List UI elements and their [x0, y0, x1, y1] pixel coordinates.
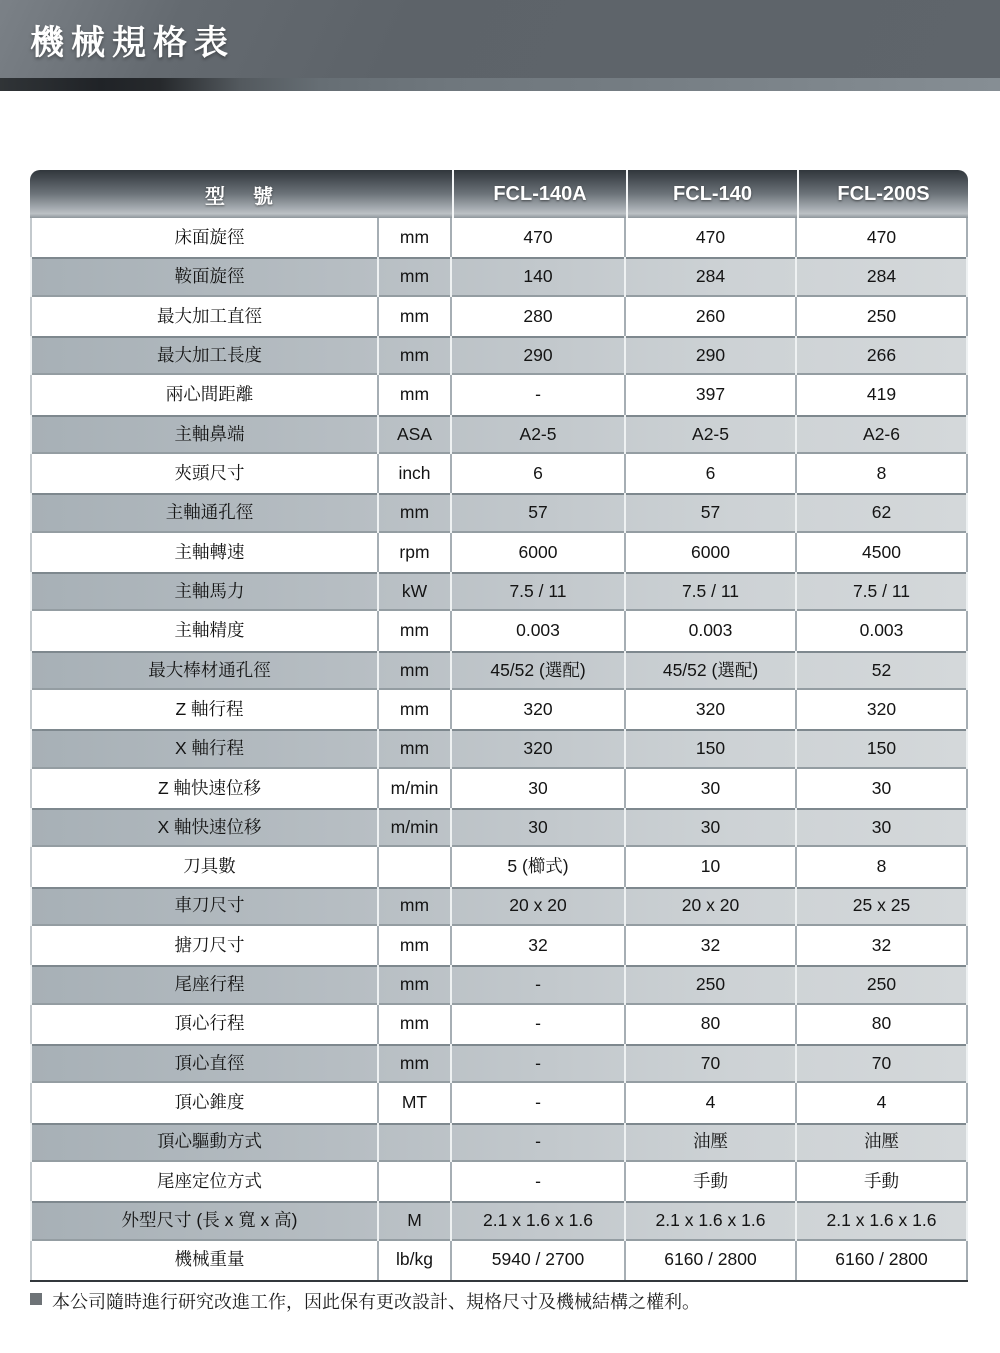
spec-label-cell: 床面旋徑 — [30, 218, 379, 257]
spec-label-cell: 最大加工長度 — [30, 336, 379, 375]
table-row — [30, 533, 968, 572]
spec-label-cell: 兩心間距離 — [30, 375, 379, 414]
spec-label-cell: X 軸快速位移 — [30, 808, 379, 847]
spec-value-cell: 250 — [797, 297, 968, 336]
spec-value-cell: 280 — [452, 297, 626, 336]
table-row — [30, 808, 968, 847]
spec-value-cell: 0.003 — [797, 611, 968, 650]
spec-unit-cell: kW — [379, 572, 452, 611]
spec-value-cell: 5940 / 2700 — [452, 1241, 626, 1280]
column-header-fcl-140a: FCL-140A — [452, 170, 626, 218]
spec-label-cell: 頂心驅動方式 — [30, 1123, 379, 1162]
spec-value-cell: 6160 / 2800 — [797, 1241, 968, 1280]
spec-value-cell: 80 — [626, 1005, 797, 1044]
footnote-text: 本公司隨時進行研究改進工作，因此保有更改設計、規格尺寸及機械結構之權利。 — [52, 1292, 700, 1312]
table-row — [30, 1201, 968, 1240]
spec-unit-cell: mm — [379, 887, 452, 926]
spec-table-body — [30, 218, 968, 1282]
spec-value-cell: 30 — [797, 808, 968, 847]
spec-value-cell: 70 — [626, 1044, 797, 1083]
spec-value-cell: 4 — [797, 1083, 968, 1122]
table-row — [30, 729, 968, 768]
spec-label-cell: 頂心錐度 — [30, 1083, 379, 1122]
spec-value-cell: 10 — [626, 847, 797, 886]
spec-value-cell: 油壓 — [626, 1123, 797, 1162]
model-header-cell: 型 號 — [205, 185, 277, 208]
spec-value-cell: 0.003 — [452, 611, 626, 650]
spec-unit-cell — [379, 847, 452, 886]
spec-label-cell: 頂心行程 — [30, 1005, 379, 1044]
spec-value-cell: 70 — [797, 1044, 968, 1083]
spec-value-cell: 2.1 x 1.6 x 1.6 — [797, 1201, 968, 1240]
spec-value-cell: - — [452, 965, 626, 1004]
table-row — [30, 1044, 968, 1083]
table-row — [30, 651, 968, 690]
table-row — [30, 454, 968, 493]
spec-unit-cell: mm — [379, 218, 452, 257]
table-row — [30, 690, 968, 729]
spec-label-cell: 夾頭尺寸 — [30, 454, 379, 493]
spec-label-cell: 主軸鼻端 — [30, 415, 379, 454]
spec-unit-cell: mm — [379, 257, 452, 296]
spec-label-cell: 最大棒材通孔徑 — [30, 651, 379, 690]
spec-unit-cell: mm — [379, 1044, 452, 1083]
spec-value-cell: 手動 — [626, 1162, 797, 1201]
spec-value-cell: A2-6 — [797, 415, 968, 454]
spec-unit-cell: m/min — [379, 769, 452, 808]
spec-value-cell: 45/52 (選配) — [626, 651, 797, 690]
column-header-fcl-140: FCL-140 — [626, 170, 797, 218]
spec-label-cell: 鞍面旋徑 — [30, 257, 379, 296]
spec-value-cell: 30 — [452, 769, 626, 808]
spec-value-cell: 4 — [626, 1083, 797, 1122]
spec-unit-cell: mm — [379, 690, 452, 729]
header-strip-decoration — [0, 78, 1000, 91]
table-row — [30, 926, 968, 965]
spec-value-cell: 470 — [452, 218, 626, 257]
spec-value-cell: 320 — [452, 690, 626, 729]
spec-value-cell: 57 — [626, 493, 797, 532]
spec-value-cell: - — [452, 1083, 626, 1122]
spec-unit-cell: mm — [379, 729, 452, 768]
spec-value-cell: 8 — [797, 847, 968, 886]
spec-label-cell: 主軸通孔徑 — [30, 493, 379, 532]
spec-value-cell: 4500 — [797, 533, 968, 572]
spec-unit-cell — [379, 1162, 452, 1201]
spec-value-cell: 7.5 / 11 — [797, 572, 968, 611]
table-row — [30, 572, 968, 611]
spec-value-cell: 470 — [797, 218, 968, 257]
spec-value-cell: 250 — [797, 965, 968, 1004]
spec-unit-cell: ASA — [379, 415, 452, 454]
spec-value-cell: 32 — [626, 926, 797, 965]
table-row — [30, 965, 968, 1004]
spec-value-cell: 7.5 / 11 — [452, 572, 626, 611]
spec-value-cell: 30 — [626, 769, 797, 808]
spec-value-cell: 5 (櫛式) — [452, 847, 626, 886]
spec-value-cell: - — [452, 1005, 626, 1044]
spec-value-cell: 150 — [626, 729, 797, 768]
page-header-banner — [0, 0, 1000, 78]
spec-unit-cell: lb/kg — [379, 1241, 452, 1280]
spec-value-cell: 2.1 x 1.6 x 1.6 — [452, 1201, 626, 1240]
spec-unit-cell: mm — [379, 1005, 452, 1044]
spec-value-cell: 320 — [452, 729, 626, 768]
spec-label-cell: 車刀尺寸 — [30, 887, 379, 926]
spec-value-cell: 6 — [626, 454, 797, 493]
spec-table — [30, 170, 968, 1282]
spec-value-cell: 6000 — [452, 533, 626, 572]
table-row — [30, 1162, 968, 1201]
spec-unit-cell: mm — [379, 926, 452, 965]
spec-label-cell: 外型尺寸 (長 x 寬 x 高) — [30, 1201, 379, 1240]
spec-unit-cell: mm — [379, 336, 452, 375]
square-bullet-icon — [30, 1293, 42, 1305]
spec-value-cell: 30 — [797, 769, 968, 808]
spec-value-cell: 140 — [452, 257, 626, 296]
spec-value-cell: 284 — [626, 257, 797, 296]
spec-unit-cell: mm — [379, 493, 452, 532]
spec-value-cell: 25 x 25 — [797, 887, 968, 926]
table-row — [30, 847, 968, 886]
spec-label-cell: 主軸轉速 — [30, 533, 379, 572]
spec-value-cell: 7.5 / 11 — [626, 572, 797, 611]
spec-unit-cell: M — [379, 1201, 452, 1240]
spec-value-cell: - — [452, 1123, 626, 1162]
spec-value-cell: 150 — [797, 729, 968, 768]
spec-value-cell: 6 — [452, 454, 626, 493]
spec-label-cell: 刀具數 — [30, 847, 379, 886]
spec-label-cell: 頂心直徑 — [30, 1044, 379, 1083]
spec-value-cell: 57 — [452, 493, 626, 532]
page-title: 機械規格表 — [30, 23, 235, 62]
table-row — [30, 611, 968, 650]
spec-value-cell: 80 — [797, 1005, 968, 1044]
spec-value-cell: A2-5 — [626, 415, 797, 454]
spec-value-cell: 397 — [626, 375, 797, 414]
spec-label-cell: Z 軸行程 — [30, 690, 379, 729]
spec-label-cell: 主軸馬力 — [30, 572, 379, 611]
spec-value-cell: 0.003 — [626, 611, 797, 650]
spec-value-cell: 320 — [626, 690, 797, 729]
spec-label-cell: 搪刀尺寸 — [30, 926, 379, 965]
table-row — [30, 218, 968, 257]
spec-value-cell: - — [452, 1162, 626, 1201]
spec-label-cell: X 軸行程 — [30, 729, 379, 768]
spec-value-cell: 284 — [797, 257, 968, 296]
spec-unit-cell: m/min — [379, 808, 452, 847]
spec-value-cell: 260 — [626, 297, 797, 336]
table-row — [30, 1005, 968, 1044]
spec-value-cell: 30 — [452, 808, 626, 847]
spec-unit-cell: mm — [379, 651, 452, 690]
spec-value-cell: 油壓 — [797, 1123, 968, 1162]
spec-unit-cell: inch — [379, 454, 452, 493]
table-row — [30, 257, 968, 296]
spec-value-cell: 30 — [626, 808, 797, 847]
table-row — [30, 1241, 968, 1280]
spec-unit-cell: rpm — [379, 533, 452, 572]
spec-value-cell: 266 — [797, 336, 968, 375]
table-row — [30, 769, 968, 808]
spec-value-cell: 290 — [452, 336, 626, 375]
spec-label-cell: 機械重量 — [30, 1241, 379, 1280]
spec-value-cell: 20 x 20 — [452, 887, 626, 926]
column-header-fcl-200s: FCL-200S — [797, 170, 968, 218]
spec-unit-cell: mm — [379, 297, 452, 336]
table-row — [30, 1123, 968, 1162]
spec-label-cell: Z 軸快速位移 — [30, 769, 379, 808]
table-row — [30, 887, 968, 926]
spec-value-cell: 20 x 20 — [626, 887, 797, 926]
table-row — [30, 415, 968, 454]
spec-value-cell: 250 — [626, 965, 797, 1004]
spec-value-cell: 32 — [452, 926, 626, 965]
spec-value-cell: 419 — [797, 375, 968, 414]
spec-label-cell: 主軸精度 — [30, 611, 379, 650]
table-row — [30, 493, 968, 532]
spec-unit-cell: mm — [379, 611, 452, 650]
spec-value-cell: 8 — [797, 454, 968, 493]
spec-value-cell: - — [452, 1044, 626, 1083]
spec-value-cell: 2.1 x 1.6 x 1.6 — [626, 1201, 797, 1240]
spec-value-cell: 32 — [797, 926, 968, 965]
spec-value-cell: 45/52 (選配) — [452, 651, 626, 690]
spec-value-cell: 52 — [797, 651, 968, 690]
spec-unit-cell: MT — [379, 1083, 452, 1122]
table-row — [30, 375, 968, 414]
spec-value-cell: 62 — [797, 493, 968, 532]
spec-unit-cell: mm — [379, 375, 452, 414]
spec-value-cell: 6000 — [626, 533, 797, 572]
spec-unit-cell — [379, 1123, 452, 1162]
spec-label-cell: 尾座行程 — [30, 965, 379, 1004]
spec-label-cell: 尾座定位方式 — [30, 1162, 379, 1201]
spec-table-header-row — [30, 170, 968, 218]
spec-value-cell: 320 — [797, 690, 968, 729]
table-row — [30, 1083, 968, 1122]
spec-value-cell: A2-5 — [452, 415, 626, 454]
table-row — [30, 297, 968, 336]
spec-label-cell: 最大加工直徑 — [30, 297, 379, 336]
spec-value-cell: 手動 — [797, 1162, 968, 1201]
spec-value-cell: - — [452, 375, 626, 414]
spec-value-cell: 290 — [626, 336, 797, 375]
footnote — [30, 1288, 968, 1314]
spec-unit-cell: mm — [379, 965, 452, 1004]
spec-value-cell: 470 — [626, 218, 797, 257]
spec-value-cell: 6160 / 2800 — [626, 1241, 797, 1280]
table-row — [30, 336, 968, 375]
